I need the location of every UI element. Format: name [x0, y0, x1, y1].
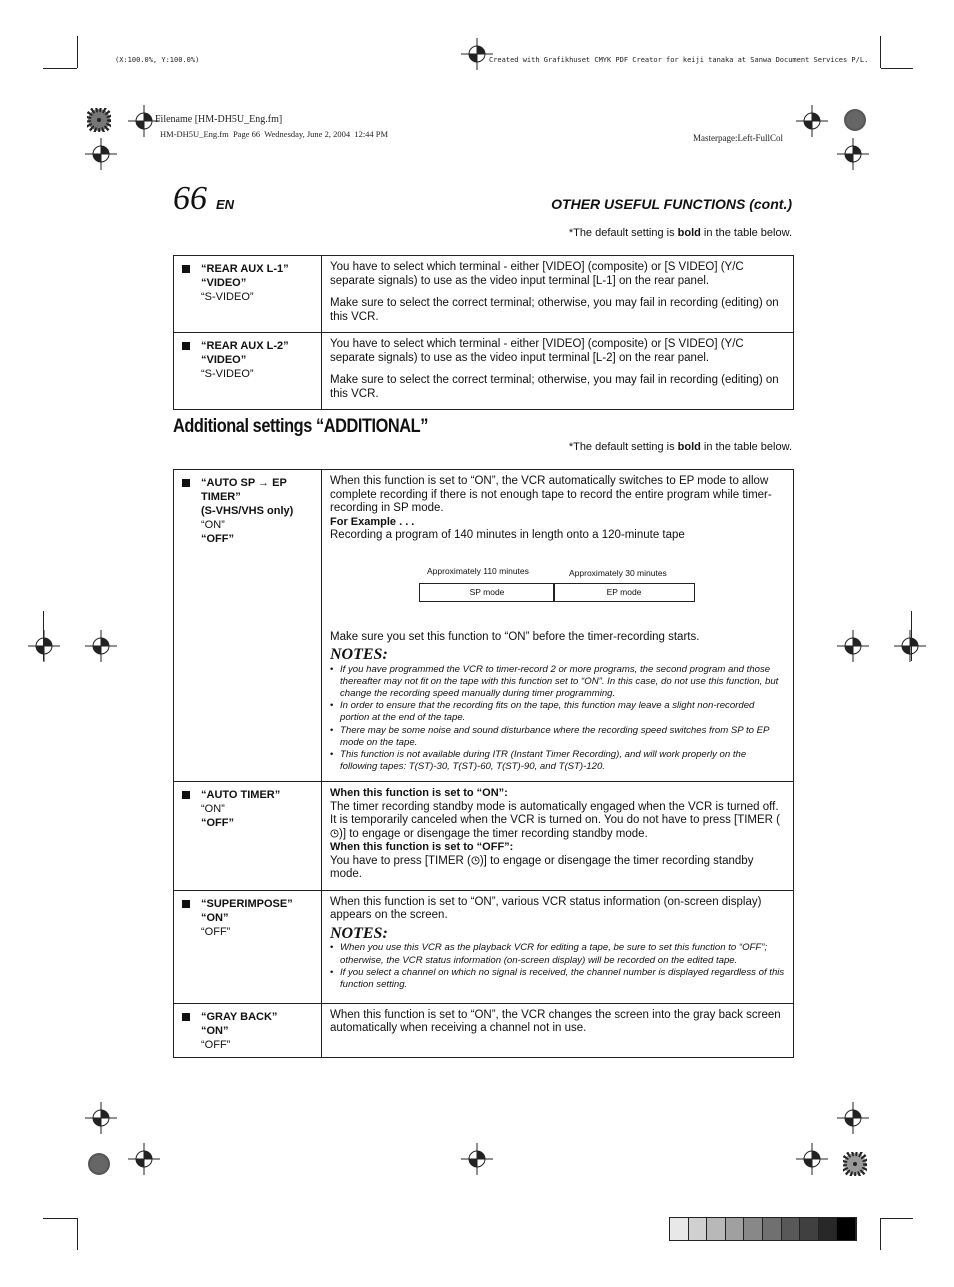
gray-swatch [837, 1218, 856, 1240]
bullet-square-icon [182, 479, 190, 487]
registration-mark-icon [894, 630, 926, 662]
list-item: • This function is not available during ITR (Instant Timer Recording), and will work properly on the following tapes: T(ST)-30, T(ST)-60, T(ST)-90, and T(ST)-120. [330, 749, 785, 773]
scale-note: (X:100.0%, Y:100.0%) [115, 56, 200, 64]
ep-time-label: Approximately 30 minutes [569, 567, 667, 578]
file-info-line: HM-DH5U_Eng.fm Page 66 Wednesday, June 2, 2004 12:44 PM [160, 129, 389, 139]
star-target-icon [843, 108, 867, 132]
tape-diagram [330, 555, 785, 613]
registration-mark-icon [128, 1143, 160, 1175]
timer-clock-icon [471, 856, 480, 865]
star-target-icon [87, 1152, 111, 1176]
setting-name: “REAR AUX L-1” [201, 263, 289, 275]
list-item: • In order to ensure that the recording fits on the tape, this function may leave a slight non-recorded portion at the end of the tape. [330, 700, 785, 724]
gray-scale-strip [669, 1217, 857, 1241]
registration-mark-icon [461, 38, 493, 70]
gray-swatch [707, 1218, 726, 1240]
table-row [174, 782, 794, 891]
setting-description: You have to press [TIMER ( )] to engage or disengage the timer recording standby mode. [330, 854, 754, 881]
setting-name: “GRAY BACK” [201, 1010, 278, 1023]
default-note-2: *The default setting is bold in the table below. [568, 441, 792, 453]
ep-mode-box: EP mode [553, 583, 695, 602]
condition-heading: When this function is set to “ON”: [330, 787, 508, 800]
setting-name: “AUTO TIMER” [201, 789, 281, 802]
list-item: • If you have programmed the VCR to timer-record 2 or more programs, the second program and those thereafter may not fit on the tape with this function set to “ON”. In this case, do not use this function, but change the recording speed manually during timer programming. [330, 664, 785, 701]
setting-name: “AUTO SP → EP [201, 477, 287, 489]
setting-name: TIMER” [201, 491, 241, 503]
setting-value: “S-VIDEO” [201, 291, 254, 303]
masterpage-label: Masterpage:Left-FullCol [693, 133, 783, 143]
list-item: • If you select a channel on which no signal is received, the channel number is displayed regardless of this function setting. [330, 967, 785, 991]
setting-description: Make sure you set this function to “ON” before the timer-recording starts. [330, 630, 700, 643]
gray-swatch [763, 1218, 782, 1240]
registration-mark-icon [85, 630, 117, 662]
notes-heading: NOTES: [330, 924, 388, 942]
setting-value: “ON” [201, 1024, 229, 1037]
gray-swatch [689, 1218, 708, 1240]
creator-note: Created with Grafikhuset CMYK PDF Creator for keiji tanaka at Sanwa Document Services P/L. [489, 56, 869, 64]
registration-mark-icon [837, 1102, 869, 1134]
gray-swatch [726, 1218, 745, 1240]
setting-name: “SUPERIMPOSE” [201, 897, 293, 910]
gray-swatch [782, 1218, 801, 1240]
list-item: • There may be some noise and sound disturbance where the recording speed switches from SP to EP mode on the tape. [330, 725, 785, 749]
example-text: Recording a program of 140 minutes in length onto a 120-minute tape [330, 529, 685, 541]
registration-mark-icon [28, 630, 60, 662]
table-row [174, 1003, 794, 1057]
setting-value: “VIDEO” [201, 354, 247, 366]
setting-value: “OFF” [201, 533, 234, 545]
sp-mode-box: SP mode [419, 583, 555, 602]
setting-description: Make sure to select the correct terminal; otherwise, you may fail in recording (editing) on this VCR. [330, 297, 779, 323]
setting-description: You have to select which terminal - either [VIDEO] (composite) or [S VIDEO] (Y/C separate signals) to use as the video input terminal [L-1] on the rear panel. [330, 261, 744, 287]
gray-swatch [670, 1218, 689, 1240]
additional-settings-table [173, 469, 794, 1058]
setting-name: “REAR AUX L-2” [201, 340, 289, 352]
bullet-square-icon [182, 342, 190, 350]
registration-mark-icon [796, 105, 828, 137]
setting-value: “ON” [201, 911, 229, 924]
sp-time-label: Approximately 110 minutes [427, 565, 529, 576]
default-note-1: *The default setting is bold in the table below. [568, 227, 792, 239]
gray-swatch [744, 1218, 763, 1240]
registration-mark-icon [85, 1102, 117, 1134]
running-title: OTHER USEFUL FUNCTIONS (cont.) [551, 196, 792, 212]
table-row [174, 470, 794, 782]
timer-clock-icon [330, 829, 339, 838]
setting-value: “OFF” [201, 817, 234, 830]
setting-value: “ON” [201, 519, 225, 531]
registration-mark-icon [837, 630, 869, 662]
setting-value: “OFF” [201, 925, 231, 938]
registration-mark-icon [796, 1143, 828, 1175]
setting-description: Make sure to select the correct terminal; otherwise, you may fail in recording (editing) on this VCR. [330, 374, 779, 400]
notes-heading: NOTES: [330, 646, 388, 663]
setting-name-qualifier: (S-VHS/VHS only) [201, 505, 294, 517]
section-title: Additional settings “ADDITIONAL” [173, 416, 428, 437]
bullet-square-icon [182, 900, 190, 908]
filename-line: Filename [HM-DH5U_Eng.fm] [155, 114, 283, 125]
setting-value: “ON” [201, 803, 225, 816]
notes-list [330, 942, 785, 991]
setting-value: “VIDEO” [201, 277, 247, 289]
star-target-icon [87, 108, 111, 132]
list-item: • When you use this VCR as the playback VCR for editing a tape, be sure to set this function to “OFF”; otherwise, the VCR status information (on-screen display) will be recorded on the edited tape. [330, 942, 785, 966]
bullet-square-icon [182, 265, 190, 273]
condition-heading: When this function is set to “OFF”: [330, 841, 514, 854]
registration-mark-icon [461, 1143, 493, 1175]
example-heading: For Example . . . [330, 515, 415, 528]
setting-description: You have to select which terminal - either [VIDEO] (composite) or [S VIDEO] (Y/C separate signals) to use as the video input terminal [L-2] on the rear panel. [330, 338, 744, 364]
registration-mark-icon [85, 138, 117, 170]
setting-description: When this function is set to “ON”, the VCR automatically switches to EP mode to allow complete recording if there is not enough tape to record the entire program while timer-recording in SP mode. [330, 475, 772, 514]
bullet-square-icon [182, 791, 190, 799]
setting-value: “S-VIDEO” [201, 368, 254, 380]
table-row [174, 890, 794, 1003]
bullet-square-icon [182, 1013, 190, 1021]
gray-swatch [819, 1218, 838, 1240]
section-heading [173, 416, 469, 438]
notes-list [330, 664, 785, 774]
table-row [174, 256, 794, 333]
rear-aux-table [173, 255, 794, 410]
page-header [173, 182, 794, 216]
gray-swatch [800, 1218, 819, 1240]
setting-value: “OFF” [201, 1038, 231, 1051]
registration-mark-icon [837, 138, 869, 170]
language-label: EN [216, 197, 235, 212]
setting-description: When this function is set to “ON”, the VCR changes the screen into the gray back screen automatically when receiving a channel not in use. [330, 1008, 781, 1035]
table-row [174, 333, 794, 410]
page-number: 66 [173, 180, 207, 217]
star-target-icon [843, 1152, 867, 1176]
setting-description: The timer recording standby mode is automatically engaged when the VCR is turned off. It is temporarily canceled when the VCR is turned on. You do not have to press [TIMER ()] to engage or disengage the timer recording standby mode. [330, 800, 781, 840]
setting-description: When this function is set to “ON”, various VCR status information (on-screen display) appears on the screen. [330, 895, 762, 922]
